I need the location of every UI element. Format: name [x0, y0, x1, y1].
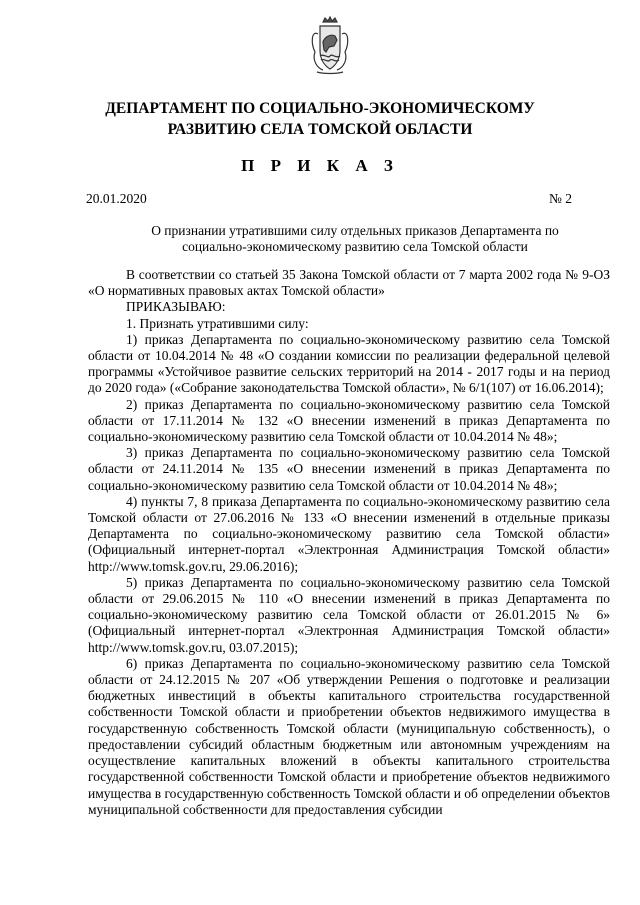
- document-title: [120, 223, 590, 255]
- clause-1-item-2: 2) приказ Департамента по социально-экономическому развитию села Томской области от 17.11.2014 № 132 «О внесении изменений в приказ Департамента по социально-экономическому развитию села Томской области от 10.04.2014 № 48»;: [88, 396, 610, 445]
- clause-1: 1. Признать утратившими силу:: [126, 315, 309, 331]
- document-body: [88, 267, 610, 818]
- order-keyword: ПРИКАЗЫВАЮ:: [126, 299, 226, 315]
- clause-1-item-4: 4) пункты 7, 8 приказа Департамента по социально-экономическому развитию села Томской области от 27.06.2016 № 133 «О внесении изменений в отдельные приказы Департамента по социально-экономическому развитию села Томской области» (Официальный интернет-портал «Электронная Администрация Томской области» http://www.tomsk.gov.ru, 29.06.2016);: [88, 493, 610, 574]
- clause-1-item-1: 1) приказ Департамента по социально-экономическому развитию села Томской области от 10.04.2014 № 48 «О создании комиссии по реализации федеральной целевой программы «Устойчивое развитие сельских территорий на 2014 - 2017 годы и на период до 2020 года» («Собрание законодательства Томской области», № 6/1(107) от 16.06.2014);: [88, 331, 610, 396]
- clause-1-item-3: 3) приказ Департамента по социально-экономическому развитию села Томской области от 24.11.2014 № 135 «О внесении изменений в приказ Департамента по социально-экономическому развитию села Томской области от 10.04.2014 № 48»;: [88, 445, 610, 493]
- coat-of-arms-icon: [309, 16, 351, 76]
- department-line-2: РАЗВИТИЮ СЕЛА ТОМСКОЙ ОБЛАСТИ: [167, 121, 473, 138]
- document-type: П Р И К А З: [241, 156, 399, 175]
- document-date: 20.01.2020: [86, 191, 147, 206]
- title-line-2: социально-экономическому развитию села Томской области: [182, 239, 528, 254]
- document-number: № 2: [548, 191, 572, 206]
- clause-1-item-5: 5) приказ Департамента по социально-экономическому развитию села Томской области от 29.06.2015 № 110 «О внесении изменений в приказ Департамента по социально-экономическому развитию села Томской области от 26.01.2015 № 6» (Официальный интернет-портал «Электронная Администрация Томской области» http://www.tomsk.gov.ru, 03.07.2015);: [88, 574, 610, 655]
- department-header: [0, 98, 640, 140]
- preamble-paragraph: В соответствии со статьей 35 Закона Томской области от 7 марта 2002 года № 9-ОЗ «О нормативных правовых актах Томской области»: [88, 267, 610, 299]
- department-line-1: ДЕПАРТАМЕНТ ПО СОЦИАЛЬНО-ЭКОНОМИЧЕСКОМУ: [105, 100, 535, 117]
- clause-1-item-6: 6) приказ Департамента по социально-экономическому развитию села Томской области от 24.12.2015 № 207 «Об утверждении Решения о подготовке и реализации бюджетных инвестиций в объекты капитального строительства государственной собственности Томской области и приобретении объектов недвижимого имущества в государственную собственность Томской области (муниципальную собственность), о предоставлении субсидий областным бюджетным или автономным учреждениям на осуществление капитальных вложений в объекты капитального строительства государственной собственности Томской области и приобретение объектов недвижимого имущества в государственную собственность Томской области и об определении объектов муниципальной собственности для предоставления субсидии: [88, 655, 610, 817]
- title-line-1: О признании утратившими силу отдельных приказов Департамента по: [151, 223, 559, 238]
